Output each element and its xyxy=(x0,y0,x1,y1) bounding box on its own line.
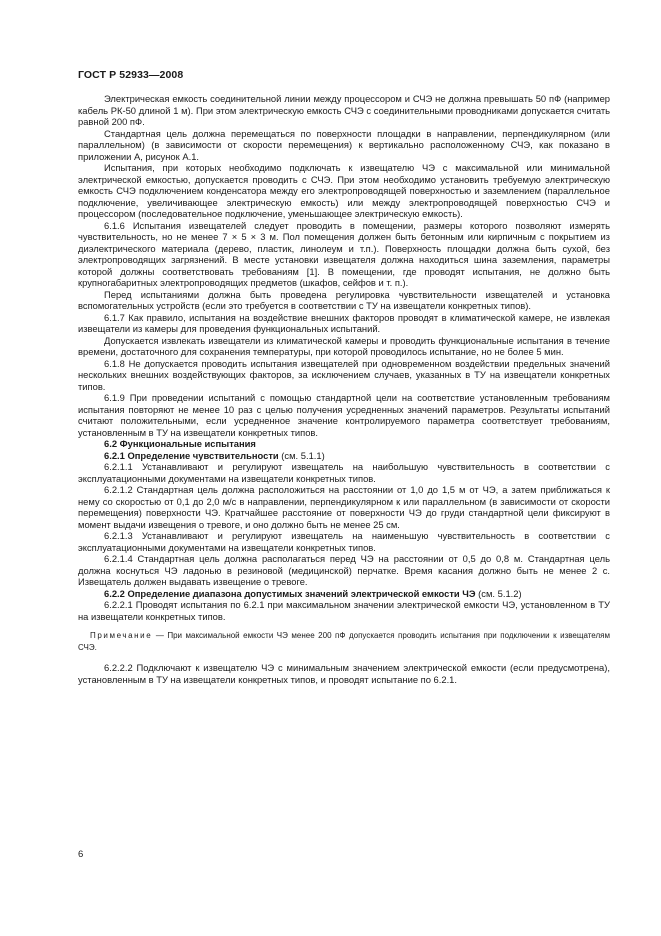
page-number: 6 xyxy=(78,849,84,860)
paragraph-6-1-9: 6.1.9 При проведении испытаний с помощью стандартной цели на соответствие установленным требованиям испытания повторяют не менее 10 раз с целью получения усредненных значений параметров. Результаты испытаний считают положительными, если усредненное значение контролируемого параметра соответствует требованиям, установленным в ТУ на извещатели конкретных типов. xyxy=(78,392,610,438)
paragraph-6-1-6: 6.1.6 Испытания извещателей следует проводить в помещении, размеры которого позволяют измерять чувствительность, но не менее 7 × 5 × 3 м. Пол помещения должен быть бетонным или кирпичным с покрытием из диэлектрического материала (дерево, пластик, линолеум и т.п.). Поверхность площадки должна быть сухой, без электропроводящих загрязнений. В месте установки извещателя должна находиться шина заземления, параметры которой должны соответствовать требованиям [1]. В помещении, где проводят испытания, не должно быть крупногабаритных электропроводящих предметов (шкафов, сейфов и т. п.). xyxy=(78,219,610,288)
section-heading-6-2: 6.2 Функциональные испытания xyxy=(104,438,256,449)
paragraph-target-movement: Стандартная цель должна перемещаться по поверхности площадки в направлении, перпендикулярном (или параллельном) (в зависимости от скорости перемещения) к вертикально расположенному СЧЭ, как показано в приложении А, рисунок А.1. xyxy=(78,127,610,162)
note xyxy=(78,630,610,654)
paragraph-sensitivity-adjustment: Перед испытаниями должна быть проведена регулировка чувствительности извещателей и установка вспомогательных устройств (если это требуется в соответствии с ТУ на извещатели конкретных типов). xyxy=(78,288,610,311)
document-header: ГОСТ Р 52933—2008 xyxy=(78,69,184,81)
subsection-title: 6.2.2 Определение диапазона допустимых значений электрической емкости ЧЭ xyxy=(104,587,476,599)
paragraph-6-2-1-1: 6.2.1.1 Устанавливают и регулируют извещатель на наибольшую чувствительность в соответствии с эксплуатационными документами на извещатели конкретных типов. xyxy=(78,461,610,484)
paragraph-6-1-8: 6.1.8 Не допускается проводить испытания извещателей при одновременном воздействии предельных значений нескольких внешних воздействующих факторов, за исключением случаев, указанных в ТУ на извещатели конкретных типов. xyxy=(78,357,610,392)
paragraph-climate-chamber: Допускается извлекать извещатели из климатической камеры и проводить функциональные испытания в течение времени, достаточного для сохранения температуры, при которой проводилось испытание, но не более 5 мин. xyxy=(78,334,610,357)
paragraph-6-2-1-4: 6.2.1.4 Стандартная цель должна располагаться перед ЧЭ на расстоянии от 0,5 до 0,8 м. Стандартная цель должна коснуться ЧЭ ладонью в резиновой (медицинской) перчатке. Время касания должно быть не менее 2 с. Извещатель должен выдавать извещение о тревоге. xyxy=(78,553,610,587)
subsection-ref: (см. 5.1.2) xyxy=(478,587,522,599)
page-body xyxy=(78,93,610,685)
subsection-heading-6-2-1 xyxy=(78,450,610,462)
subsection-ref: (см. 5.1.1) xyxy=(281,449,325,461)
note-text: — При максимальной емкости ЧЭ менее 200 пФ допускается проводить испытания при подключении к извещателям СЧЭ. xyxy=(78,631,610,652)
paragraph-6-2-1-2: 6.2.1.2 Стандартная цель должна расположиться на расстоянии от 1,0 до 1,5 м от ЧЭ, а затем приближаться к нему со скоростью от 0,1 до 2,0 м/с в направлении, перпендикулярном к или параллельном (в зависимости от скорости перемещения) поверхности ЧЭ. Кратчайшее расстояние от поверхности ЧЭ до груди стандартной цели фиксируют в момент выдачи извещения о тревоге, и оно должно быть не менее 25 см. xyxy=(78,484,610,530)
note-label: Примечание xyxy=(90,631,153,640)
paragraph-6-2-2-2: 6.2.2.2 Подключают к извещателю ЧЭ с минимальным значением электрической емкости (если предусмотрена), установленным в ТУ на извещатели конкретных типов, и проводят испытание по 6.2.1. xyxy=(78,662,610,685)
paragraph-6-2-2-1: 6.2.2.1 Проводят испытания по 6.2.1 при максимальном значении электрической емкости ЧЭ, установленном в ТУ на извещатели конкретных типов. xyxy=(78,599,610,622)
subsection-heading-6-2-2 xyxy=(78,588,610,600)
paragraph-capacitance-tests: Испытания, при которых необходимо подключать к извещателю ЧЭ с максимальной или минимальной электрической емкостью, допускается проводить с СЧЭ. При этом необходимо установить требуемую электрическую емкость СЧЭ подключением конденсатора между его электропроводящей поверхностью и заземлением (параллельное подключение, увеличивающее электрическую емкость) или между электропроводящей поверхностью СЧЭ и процессором (последовательное подключение, уменьшающее электрическую емкость). xyxy=(78,162,610,219)
paragraph-6-2-1-3: 6.2.1.3 Устанавливают и регулируют извещатель на наименьшую чувствительность в соответствии с эксплуатационными документами на извещатели конкретных типов. xyxy=(78,530,610,553)
paragraph-line-capacitance: Электрическая емкость соединительной линии между процессором и СЧЭ не должна превышать 50 пФ (например кабель РК-50 длиной 1 м). При этом электрическую емкость СЧЭ с соединительными проводниками допускается считать равной 200 пФ. xyxy=(78,93,610,127)
paragraph-6-1-7: 6.1.7 Как правило, испытания на воздействие внешних факторов проводят в климатической камере, не извлекая извещатели из камеры для проведения функциональных испытаний. xyxy=(78,311,610,334)
subsection-title: 6.2.1 Определение чувствительности xyxy=(104,449,279,461)
